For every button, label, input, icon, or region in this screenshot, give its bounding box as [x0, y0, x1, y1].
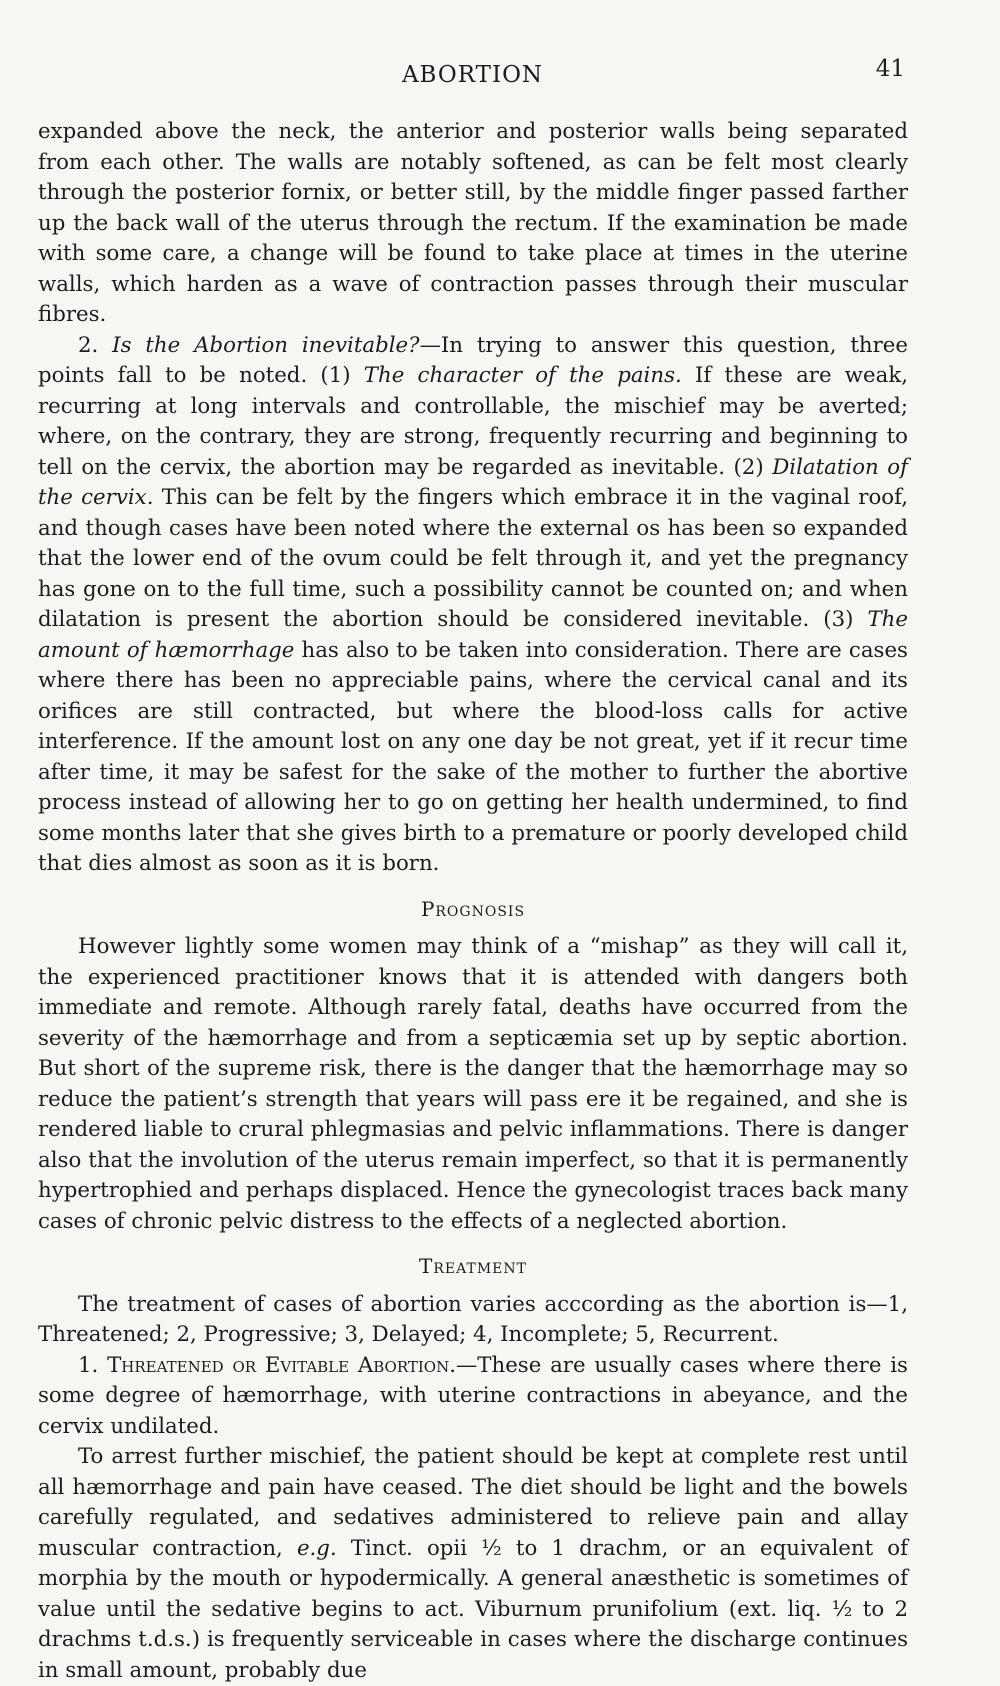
text-span: If these are weak, recurring at long intervals and controllable, the mischief may be averted; where, on the contrary, they are strong, frequently recurring and beginning to tell on the cervix, the abortion may be regarded as inevitable. (2) — [38, 363, 908, 480]
text-span: This can be felt by the fingers which embrace it in the vaginal roof, and though cases have been noted where the external os has been so expanded that the lower end of the ovum could be felt through it, and yet the pregnancy has gone on to the full time, such a possibility cannot be counted on; and when dilatation is present the abortion should be considered inevitable. (3) — [38, 485, 908, 632]
page-number: 41 — [875, 56, 905, 82]
paragraph-treatment-intro: The treatment of cases of abortion varies acccording as the abortion is—1, Threatened; 2, Progressive; 3, Delayed; 4, Incomplete; 5, Recurrent. — [38, 1291, 908, 1347]
section-heading-treatment: Treatment — [419, 1254, 527, 1278]
point-dilatation: Dilatation of the cervix. — [38, 454, 908, 510]
subheading-threatened: Threatened or Evitable Abortion. — [107, 1352, 456, 1378]
paragraph-arrest-mischief — [38, 1442, 908, 1686]
list-number: 2. — [78, 332, 113, 358]
text-span: —These are usually cases where there is some degree of hæmorrhage, with uterine contractions in abeyance, and the cervix undilated. — [38, 1352, 908, 1439]
running-title: ABORTION — [401, 62, 544, 88]
text-span: Tinct. opii ½ to 1 drachm, or an equivalent of morphia by the mouth or hypodermically. A general anæsthetic is sometimes of value until the sedative begins to act. Viburnum prunifolium (ext. liq. ½ to 2 drachms t.d.s.) is frequently serviceable in cases where the discharge continues in small amount, probably due — [38, 1535, 908, 1683]
section-heading-prognosis: Prognosis — [420, 896, 526, 921]
paragraph-prognosis: However lightly some women may think of a “mishap” as they will call it, the experienced practitioner knows that it is attended with dangers both immediate and remote. Although rarely fatal, deaths have occurred from the severity of the hæmorrhage and from a septicæmia set up by septic abortion. But short of the supreme risk, there is the danger that the hæmorrhage may so reduce the patient’s strength that years will pass ere it be regained, and she is rendered liable to crural phlegmasias and pelvic inflammations. There is danger also that the involution of the uterus remain imperfect, so that it is permanently hypertrophied and perhaps displaced. Hence the gynecologist traces back many cases of chronic pelvic distress to the effects of a neglected abortion. — [38, 934, 908, 1234]
paragraph: expanded above the neck, the anterior and posterior walls being separated from each other. The walls are notably softened, as can be felt most clearly through the posterior fornix, or better still, by the middle finger passed farther up the back wall of the uterus through the rectum. If the examination be made with some care, a change will be found to take place at times in the uterine walls, which harden as a wave of contraction passes through their muscular fibres. — [38, 119, 908, 327]
text-span: To arrest further mischief, the patient should be kept at complete rest until all hæmorrhage and pain have ceased. The diet should be light and the bowels carefully regulated, and sedatives administered to relieve pain and allay muscular contraction, — [38, 1444, 908, 1561]
text-span: has also to be taken into consideration. There are cases where there has been no appreciable pains, where the cervical canal and its orifices are still contracted, but where the blood-loss calls for active interference. If the amount lost on any one day be not great, yet if it recur time after time, it may be safest for the sake of the mother to further the abortive process instead of allowing her to go on getting her health undermined, to find some months later that she gives birth to a premature or poorly developed child that dies almost as soon as it is born. — [38, 637, 908, 876]
point-character-of-pains: The character of the pains. — [363, 363, 682, 388]
point-haemorrhage: The amount of hæmorrhage — [38, 607, 908, 663]
text-span: —In trying to answer this question, three points fall to be noted. (1) — [38, 332, 908, 388]
page-body — [38, 117, 908, 1686]
page-header — [40, 56, 905, 96]
eg-abbrev: e.g. — [296, 1535, 337, 1561]
paragraph-abortion-inevitable — [38, 331, 908, 880]
list-number: 1. — [78, 1352, 108, 1378]
question-heading: Is the Abortion inevitable? — [112, 332, 420, 358]
paragraph-threatened-abortion — [38, 1351, 908, 1443]
